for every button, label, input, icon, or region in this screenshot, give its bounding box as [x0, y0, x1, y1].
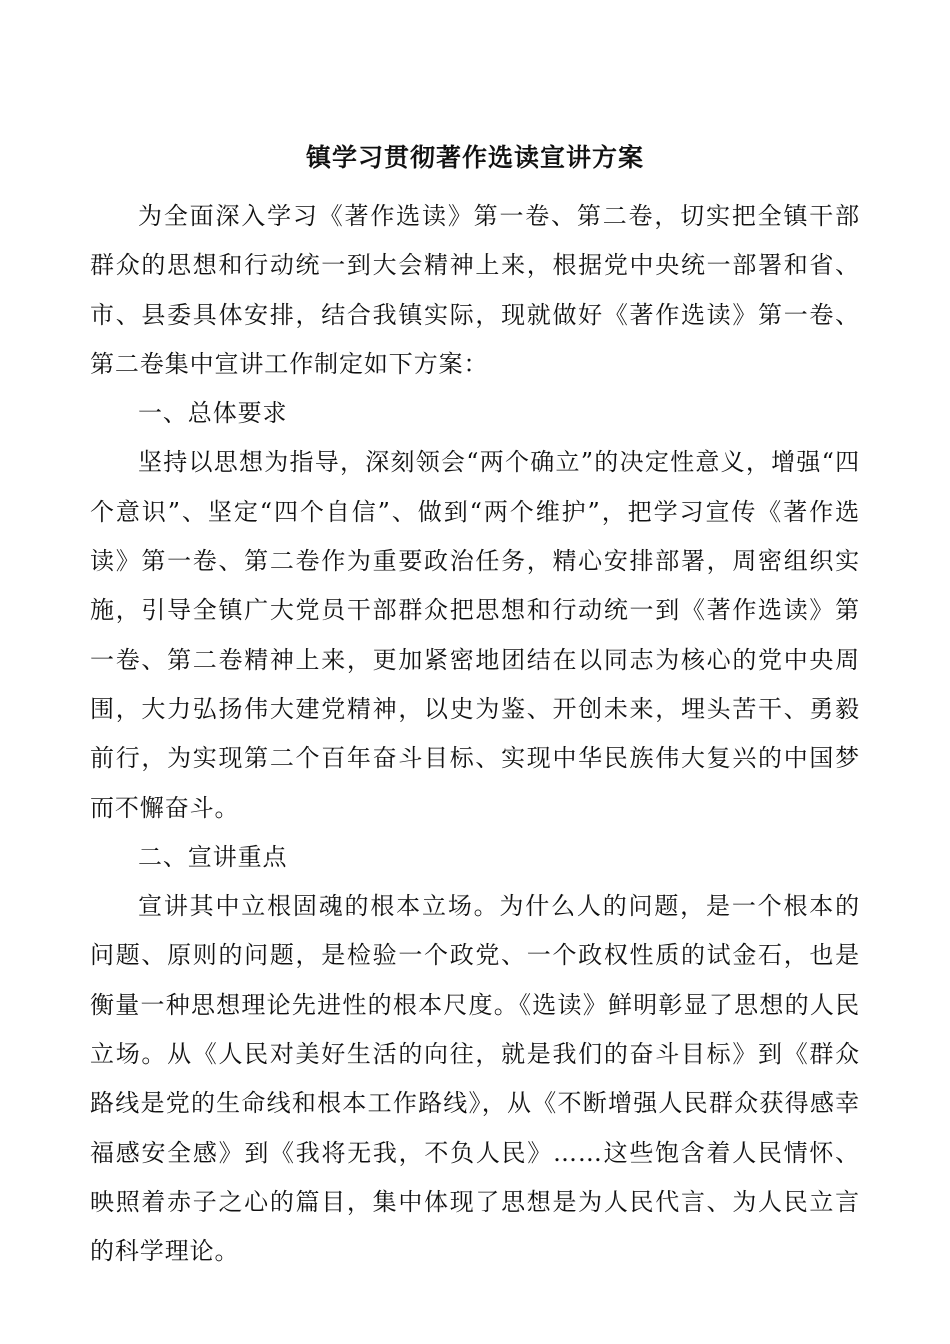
section-heading-key-points: 二、宣讲重点: [138, 842, 288, 871]
section-body-general-requirements: 坚持以思想为指导，深刻领会“两个确立”的决定性意义，增强“四个意识”、坚定“四个自信”、做到“两个维护”，把学习宣传《著作选读》第一卷、第二卷作为重要政治任务，精心安排部署，周密组织实施，引导全镇广大党员干部群众把思想和行动统一到《著作选读》第一卷、第二卷精神上来，更加紧密地团结在以同志为核心的党中央周围，大力弘扬伟大建党精神，以史为鉴、开创未来，埋头苦干、勇毅前行，为实现第二个百年奋斗目标、实现中华民族伟大复兴的中国梦而不懈奋斗。: [90, 448, 860, 822]
section-heading-general-requirements: 一、总体要求: [138, 399, 288, 428]
intro-paragraph: 为全面深入学习《著作选读》第一卷、第二卷，切实把全镇干部群众的思想和行动统一到大会精神上来，根据党中央统一部署和省、市、县委具体安排，结合我镇实际，现就做好《著作选读》第一卷、第二卷集中宣讲工作制定如下方案：: [90, 202, 860, 378]
section-body-key-points: 宣讲其中立根固魂的根本立场。为什么人的问题，是一个根本的问题、原则的问题，是检验一个政党、一个政权性质的试金石，也是衡量一种思想理论先进性的根本尺度。《选读》鲜明彰显了思想的人民立场。从《人民对美好生活的向往，就是我们的奋斗目标》到《群众路线是党的生命线和根本工作路线》，从《不断增强人民群众获得感幸福感安全感》到《我将无我，不负人民》……这些饱含着人民情怀、映照着赤子之心的篇目，集中体现了思想是为人民代言、为人民立言的科学理论。: [90, 892, 860, 1266]
document-title: 镇学习贯彻著作选读宣讲方案: [305, 143, 644, 172]
document-body: [90, 192, 860, 1277]
